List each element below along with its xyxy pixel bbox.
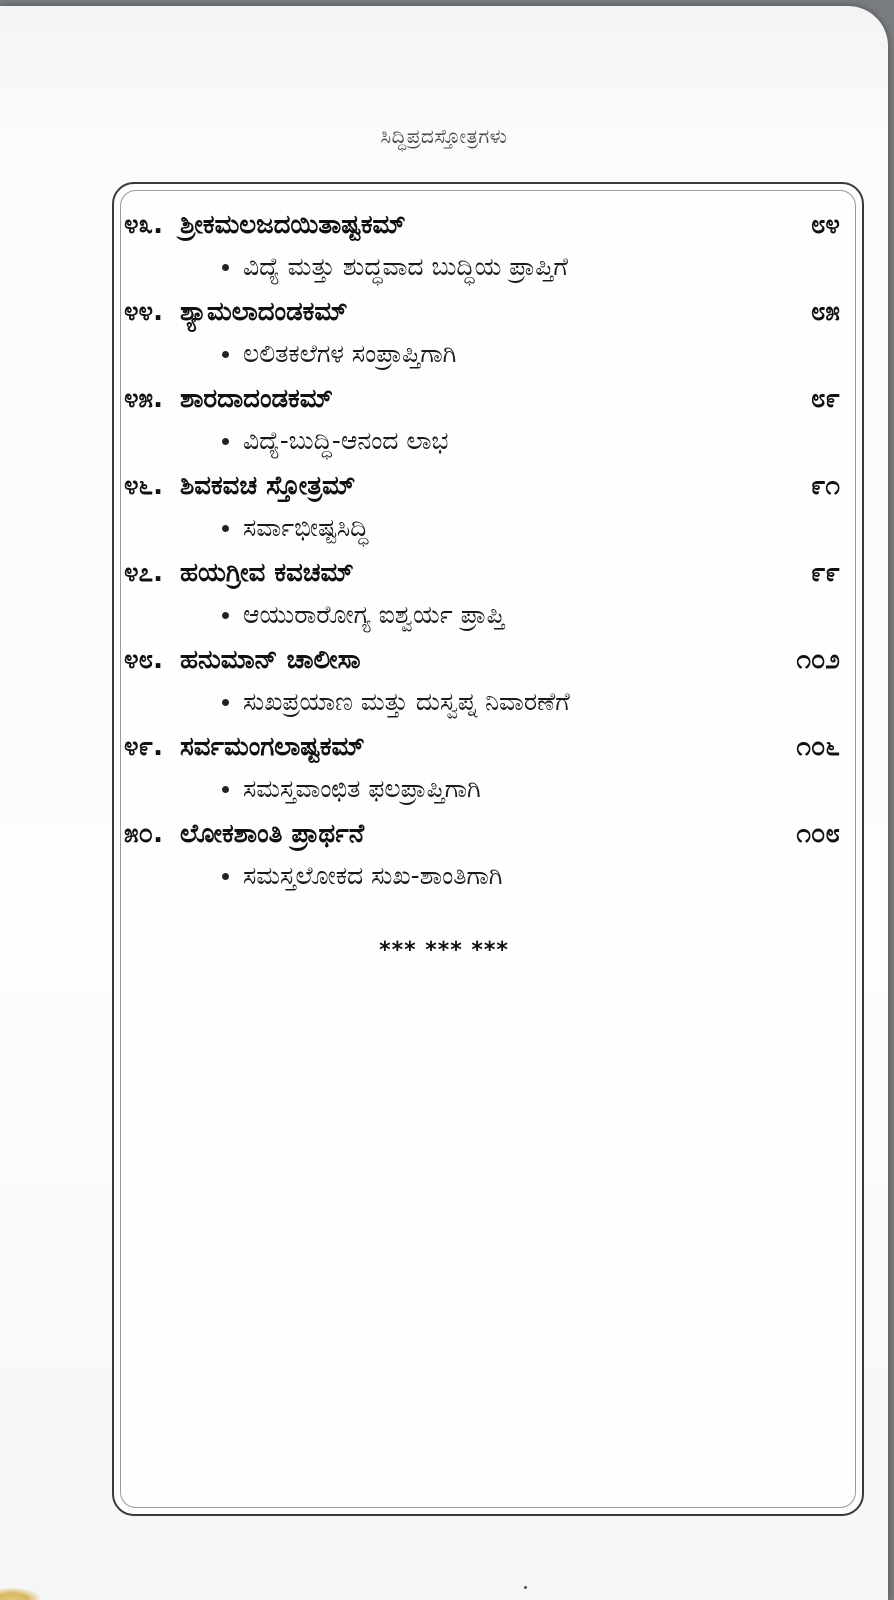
entry-description-text: ಲಲಿತಕಲೆಗಳ ಸಂಪ್ರಾಪ್ತಿಗಾಗಿ (243, 339, 457, 368)
entry-number: ೪೩. (124, 209, 163, 240)
entry-description (222, 246, 568, 288)
table-of-contents (124, 202, 850, 898)
entry-title: ಶಾರದಾದಂಡಕಮ್ (180, 383, 333, 414)
entry-page-number: ೧೦೮ (796, 818, 840, 849)
running-head: ಸಿದ್ಧಿಪ್ರದಸ್ತೋತ್ರಗಳು (380, 124, 508, 148)
entry-title: ಹನುಮಾನ್ ಚಾಲೀಸಾ (180, 644, 361, 675)
toc-entry (124, 202, 850, 289)
bullet-icon (222, 264, 229, 271)
entry-description (222, 420, 449, 462)
bullet-icon (222, 699, 229, 706)
entry-description (222, 855, 502, 897)
entry-description-text: ಸಮಸ್ತಲೋಕದ ಸುಖ-ಶಾಂತಿಗಾಗಿ (243, 861, 503, 890)
toc-entry-head (124, 550, 850, 596)
bullet-icon (222, 612, 229, 619)
entry-page-number: ೧೦೨ (796, 644, 840, 675)
toc-entry-head (124, 637, 850, 683)
entry-title: ಶ್ಯಾಮಲಾದಂಡಕಮ್ (180, 296, 348, 327)
page-speck (524, 1586, 527, 1589)
entry-page-number: ೮೫ (810, 296, 840, 327)
entry-number: ೪೬. (124, 470, 163, 501)
entry-title: ಶ್ರೀಕಮಲಜದಯಿತಾಷ್ಟಕಮ್ (180, 209, 406, 240)
section-ornament: *** *** *** (379, 938, 509, 963)
toc-entry (124, 724, 850, 811)
entry-number: ೪೪. (124, 296, 163, 327)
entry-title: ಹಯಗ್ರೀವ ಕವಚಮ್ (180, 557, 354, 588)
toc-entry-head (124, 811, 850, 857)
bullet-icon (222, 438, 229, 445)
bullet-icon (222, 525, 229, 532)
entry-page-number: ೮೯ (810, 383, 840, 414)
entry-title: ಲೋಕಶಾಂತಿ ಪ್ರಾರ್ಥನೆ (180, 818, 365, 849)
entry-description (222, 681, 570, 723)
entry-page-number: ೧೦೬ (796, 731, 840, 762)
thumb-corner (0, 1588, 40, 1600)
entry-number: ೪೭. (124, 557, 163, 588)
toc-entry-head (124, 289, 850, 335)
entry-description (222, 333, 456, 375)
entry-description-text: ವಿದ್ಯೆ-ಬುದ್ಧಿ-ಆನಂದ ಲಾಭ (243, 426, 449, 455)
entry-description (222, 594, 505, 636)
bullet-icon (222, 351, 229, 358)
entry-description-text: ಆಯುರಾರೋಗ್ಯ ಐಶ್ವರ್ಯ ಪ್ರಾಪ್ತಿ (243, 600, 505, 629)
book-page (0, 6, 888, 1600)
bullet-icon (222, 786, 229, 793)
toc-entry-head (124, 724, 850, 770)
toc-entry-head (124, 463, 850, 509)
toc-entry (124, 811, 850, 898)
entry-description (222, 507, 368, 549)
entry-description-text: ಸಮಸ್ತವಾಂಛಿತ ಫಲಪ್ರಾಪ್ತಿಗಾಗಿ (243, 774, 481, 803)
entry-title: ಶಿವಕವಚ ಸ್ತೋತ್ರಮ್ (180, 470, 356, 501)
toc-entry (124, 376, 850, 463)
entry-page-number: ೮೪ (810, 209, 840, 240)
entry-number: ೪೯. (124, 731, 163, 762)
toc-entry (124, 637, 850, 724)
toc-entry (124, 550, 850, 637)
entry-description-text: ಸುಖಪ್ರಯಾಣ ಮತ್ತು ದುಸ್ವಪ್ನ ನಿವಾರಣೆಗೆ (243, 687, 570, 716)
entry-description-text: ಸರ್ವಾಭೀಷ್ಟಸಿದ್ಧಿ (243, 513, 369, 542)
toc-entry-head (124, 376, 850, 422)
toc-entry (124, 289, 850, 376)
entry-number: ೫೦. (124, 818, 163, 849)
entry-page-number: ೯೧ (810, 470, 840, 501)
entry-description-text: ವಿದ್ಯೆ ಮತ್ತು ಶುದ್ಧವಾದ ಬುದ್ಧಿಯ ಪ್ರಾಪ್ತಿಗೆ (243, 252, 568, 281)
entry-title: ಸರ್ವಮಂಗಲಾಷ್ಟಕಮ್ (180, 731, 365, 762)
entry-page-number: ೯೯ (810, 557, 840, 588)
entry-number: ೪೫. (124, 383, 163, 414)
entry-description (222, 768, 481, 810)
toc-entry (124, 463, 850, 550)
toc-entry-head (124, 202, 850, 248)
entry-number: ೪೮. (124, 644, 163, 675)
bullet-icon (222, 873, 229, 880)
